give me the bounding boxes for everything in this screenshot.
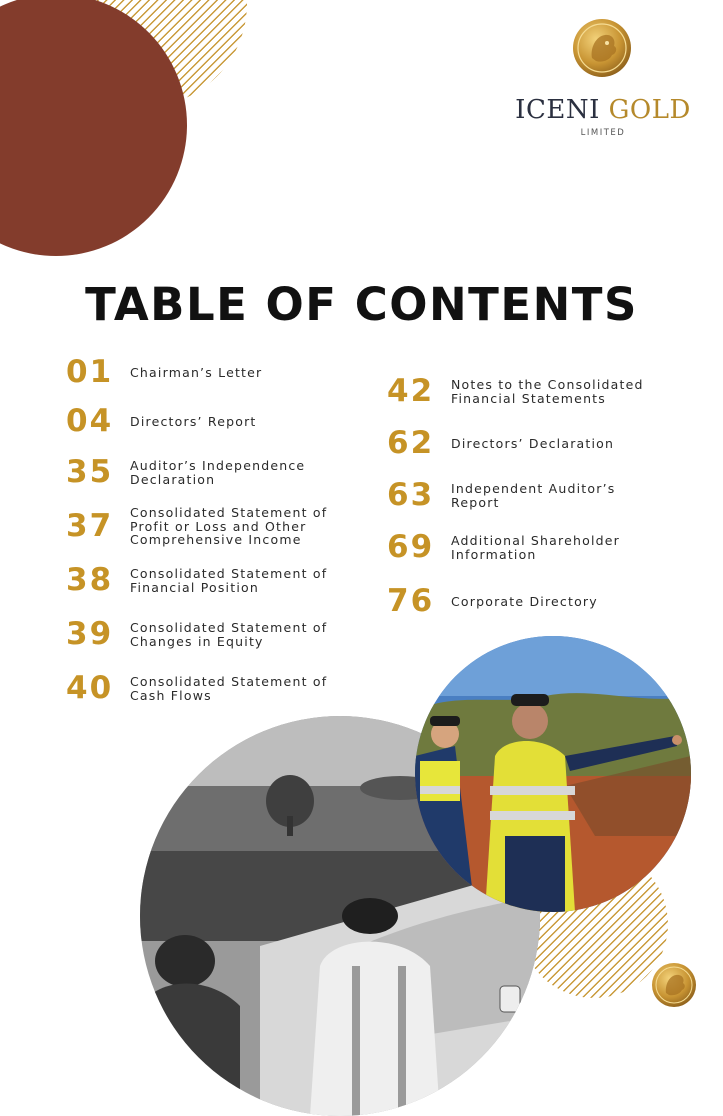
toc-page-number: 37 [66,507,114,544]
toc-item[interactable] [66,354,263,390]
toc-item[interactable] [387,583,598,619]
toc-item[interactable] [66,562,328,598]
toc-page-number: 38 [66,562,114,598]
toc-item[interactable] [387,425,615,461]
toc-item[interactable] [66,506,327,547]
toc-page-number: 35 [66,454,114,490]
toc-section-title: Consolidated Statement of Changes in Equity [130,620,328,649]
toc-section-title: Corporate Directory [451,593,598,609]
company-subtitle: LIMITED [580,128,626,138]
toc-item[interactable] [387,477,616,513]
toc-page-number: 69 [387,529,435,565]
toc-section-title: Consolidated Statement of Cash Flows [130,674,328,703]
toc-item[interactable] [66,616,328,652]
toc-section-title: Directors’ Report [130,413,257,429]
toc-page-number: 04 [66,403,114,439]
toc-section-title: Consolidated Statement of Financial Position [130,566,328,595]
toc-page-number: 63 [387,477,435,513]
company-name-part1: ICENI [515,95,600,125]
toc-section-title: Auditor’s Independence Declaration [130,458,306,487]
toc-item[interactable] [66,670,328,706]
company-logo [513,16,693,138]
toc-item[interactable] [387,529,621,565]
toc-page-number: 76 [387,583,435,619]
toc-section-title: Notes to the Consolidated Financial Statements [451,377,644,406]
toc-page-number: 62 [387,425,435,461]
toc-section-title: Consolidated Statement of Profit or Loss and Other Comprehensive Income [130,505,328,547]
toc-section-title: Additional Shareholder Information [451,533,621,562]
toc-page-number: 01 [66,354,114,390]
toc-section-title: Independent Auditor’s Report [451,481,616,510]
company-name [513,95,693,125]
photo-field-geologists [415,636,691,912]
iceni-gold-emblem-icon [572,18,632,78]
toc-page-number: 39 [66,616,114,652]
page-title: TABLE OF CONTENTS [85,278,638,331]
toc-page-number: 42 [387,373,435,409]
toc-item[interactable] [66,403,257,439]
toc-item[interactable] [387,373,644,409]
toc-section-title: Directors’ Declaration [451,435,615,451]
toc-item[interactable] [66,454,306,490]
toc-section-title: Chairman’s Letter [130,364,263,380]
iceni-gold-emblem-icon [651,962,697,1008]
toc-page-number: 40 [66,670,114,706]
company-name-part2: GOLD [608,95,691,125]
